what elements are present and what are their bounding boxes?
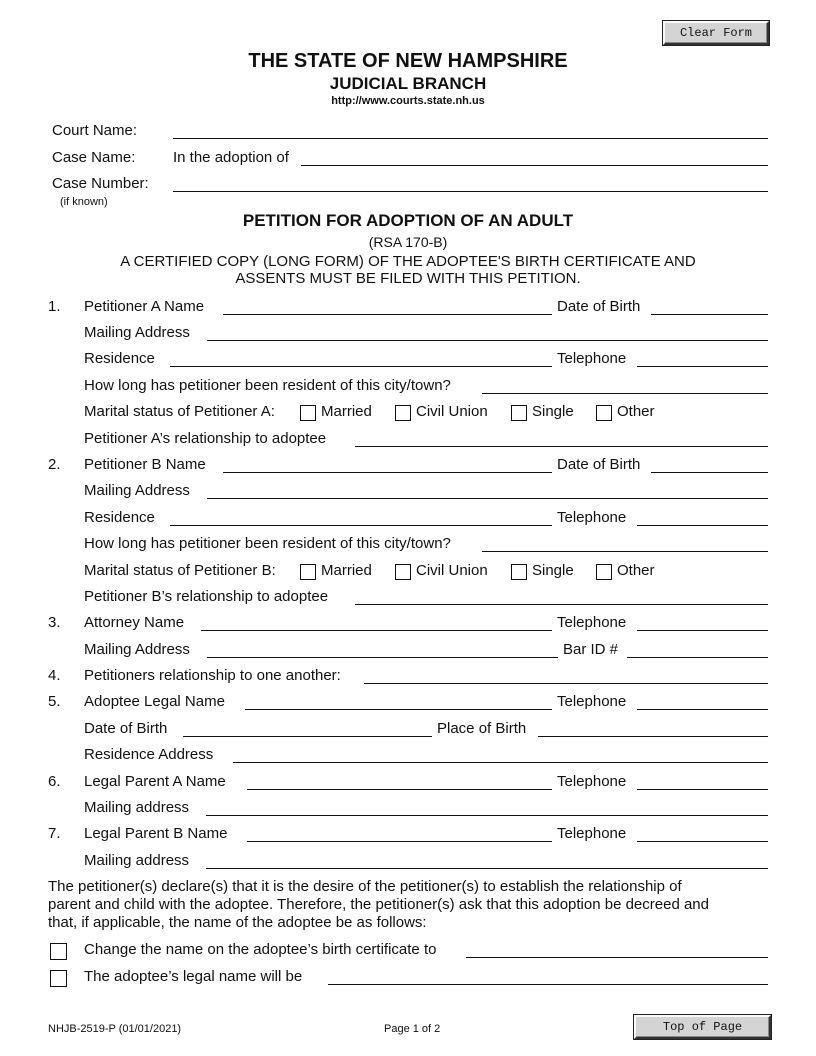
petitioner-b-name-field[interactable] — [223, 472, 552, 473]
petition-title: PETITION FOR ADOPTION OF AN ADULT — [242, 211, 574, 230]
adoptee-name-field[interactable] — [245, 709, 552, 710]
case-number-label: Case Number: — [52, 175, 149, 192]
legal-name-field[interactable] — [328, 984, 768, 985]
petitioner-a-dob-field[interactable] — [651, 314, 768, 315]
petitioner-b-relationship-label: Petitioner B’s relationship to adoptee — [84, 588, 329, 605]
case-name-prefix: In the adoption of — [173, 149, 289, 166]
petitioner-a-relationship-label: Petitioner A’s relationship to adoptee — [84, 430, 327, 447]
marital-b-married-label: Married — [321, 562, 372, 579]
marital-b-civil-union-label: Civil Union — [416, 562, 488, 579]
petitioner-a-relationship-field[interactable] — [355, 446, 768, 447]
adoptee-telephone-field[interactable] — [637, 709, 768, 710]
adoptee-birthplace-label: Place of Birth — [437, 720, 527, 737]
petitioner-b-dob-label: Date of Birth — [557, 456, 641, 473]
case-number-field[interactable] — [173, 191, 768, 192]
petitioner-a-residence-field[interactable] — [170, 366, 552, 367]
marital-status-b-label: Marital status of Petitioner B: — [84, 562, 276, 579]
marital-a-other-checkbox[interactable] — [596, 405, 612, 421]
legal-name-checkbox[interactable] — [50, 970, 67, 987]
declaration-line-1: The petitioner(s) declare(s) that it is the desire of the petitioner(s) to establish the relationship of — [48, 878, 682, 895]
petitioner-a-mailing-label: Mailing Address — [84, 324, 190, 341]
change-name-label: Change the name on the adoptee’s birth certificate to — [84, 941, 437, 958]
petitioner-a-residence-label: Residence — [84, 350, 155, 367]
attorney-mailing-field[interactable] — [207, 657, 558, 658]
petitioner-a-mailing-field[interactable] — [207, 340, 768, 341]
state-heading: THE STATE OF NEW HAMPSHIRE — [248, 50, 568, 72]
branch-heading: JUDICIAL BRANCH — [329, 74, 487, 93]
parent-b-name-field[interactable] — [247, 841, 552, 842]
attorney-telephone-field[interactable] — [637, 630, 768, 631]
parent-a-mailing-label: Mailing address — [84, 799, 190, 816]
marital-a-civil-union-label: Civil Union — [416, 403, 488, 420]
petitioner-a-name-label: Petitioner A Name — [84, 298, 205, 315]
marital-b-married-checkbox[interactable] — [300, 564, 316, 580]
petitioner-a-name-field[interactable] — [223, 314, 552, 315]
attorney-mailing-label: Mailing Address — [84, 641, 190, 658]
petitioner-b-name-label: Petitioner B Name — [84, 456, 206, 473]
marital-b-civil-union-checkbox[interactable] — [395, 564, 411, 580]
rsa-reference: (RSA 170-B) — [368, 234, 448, 250]
parent-b-name-label: Legal Parent B Name — [84, 825, 228, 842]
petitioner-a-residency-field[interactable] — [482, 393, 768, 394]
petitioner-a-dob-label: Date of Birth — [557, 298, 641, 315]
filing-note-line2: ASSENTS MUST BE FILED WITH THIS PETITION. — [235, 270, 581, 287]
adoptee-dob-label: Date of Birth — [84, 720, 168, 737]
marital-status-a-label: Marital status of Petitioner A: — [84, 403, 275, 420]
parent-b-telephone-field[interactable] — [637, 841, 768, 842]
marital-a-civil-union-checkbox[interactable] — [395, 405, 411, 421]
adoptee-residence-field[interactable] — [233, 762, 768, 763]
petitioner-b-residence-field[interactable] — [170, 525, 552, 526]
court-name-label: Court Name: — [52, 122, 138, 139]
petitioner-b-telephone-field[interactable] — [637, 525, 768, 526]
marital-a-married-checkbox[interactable] — [300, 405, 316, 421]
marital-b-other-checkbox[interactable] — [596, 564, 612, 580]
item-number-2: 2. — [48, 456, 61, 473]
parent-b-mailing-label: Mailing address — [84, 852, 190, 869]
item-number-6: 6. — [48, 773, 61, 790]
item-number-7: 7. — [48, 825, 61, 842]
adoptee-dob-field[interactable] — [183, 736, 432, 737]
declaration-line-3: that, if applicable, the name of the adoptee be as follows: — [48, 914, 427, 931]
petitioner-b-mailing-label: Mailing Address — [84, 482, 190, 499]
case-name-field[interactable] — [301, 165, 768, 166]
marital-a-married-label: Married — [321, 403, 372, 420]
adoptee-name-label: Adoptee Legal Name — [84, 693, 225, 710]
item-number-1: 1. — [48, 298, 61, 315]
petitioners-relationship-field[interactable] — [364, 683, 768, 684]
parent-a-telephone-field[interactable] — [637, 789, 768, 790]
top-of-page-button[interactable]: Top of Page — [634, 1015, 771, 1039]
adoptee-residence-label: Residence Address — [84, 746, 214, 763]
attorney-telephone-label: Telephone — [557, 614, 627, 631]
court-name-field[interactable] — [173, 138, 768, 139]
petitioner-b-dob-field[interactable] — [651, 472, 768, 473]
petitioner-a-telephone-field[interactable] — [637, 366, 768, 367]
parent-a-name-label: Legal Parent A Name — [84, 773, 226, 790]
petitioner-b-relationship-field[interactable] — [355, 604, 768, 605]
petitioner-b-telephone-label: Telephone — [557, 509, 627, 526]
form-id: NHJB-2519-P (01/01/2021) — [48, 1023, 182, 1035]
attorney-name-label: Attorney Name — [84, 614, 185, 631]
marital-b-other-label: Other — [617, 562, 655, 579]
attorney-name-field[interactable] — [201, 630, 552, 631]
marital-b-single-checkbox[interactable] — [511, 564, 527, 580]
petitioner-b-residency-label: How long has petitioner been resident of this city/town? — [84, 535, 451, 552]
parent-b-telephone-label: Telephone — [557, 825, 627, 842]
petitioner-b-residency-field[interactable] — [482, 551, 768, 552]
petitioner-a-telephone-label: Telephone — [557, 350, 627, 367]
marital-b-single-label: Single — [532, 562, 574, 579]
petitioner-b-mailing-field[interactable] — [207, 498, 768, 499]
item-number-5: 5. — [48, 693, 61, 710]
marital-a-single-checkbox[interactable] — [511, 405, 527, 421]
petitioner-a-residency-label: How long has petitioner been resident of this city/town? — [84, 377, 451, 394]
marital-a-single-label: Single — [532, 403, 574, 420]
petitioner-b-residence-label: Residence — [84, 509, 155, 526]
parent-a-mailing-field[interactable] — [206, 815, 768, 816]
item-number-4: 4. — [48, 667, 61, 684]
case-name-label: Case Name: — [52, 149, 136, 166]
bar-id-label: Bar ID # — [563, 641, 619, 658]
parent-b-mailing-field[interactable] — [206, 868, 768, 869]
clear-form-button[interactable]: Clear Form — [663, 21, 769, 45]
adoptee-telephone-label: Telephone — [557, 693, 627, 710]
court-url: http://www.courts.state.nh.us — [331, 95, 485, 107]
petitioners-relationship-label: Petitioners relationship to one another: — [84, 667, 341, 684]
parent-a-telephone-label: Telephone — [557, 773, 627, 790]
bar-id-field[interactable] — [627, 657, 768, 658]
if-known-note: (if known) — [60, 196, 108, 208]
legal-name-label: The adoptee’s legal name will be — [84, 968, 303, 985]
item-number-3: 3. — [48, 614, 61, 631]
change-name-checkbox[interactable] — [50, 943, 67, 960]
parent-a-name-field[interactable] — [247, 789, 552, 790]
adoptee-birthplace-field[interactable] — [538, 736, 768, 737]
marital-a-other-label: Other — [617, 403, 655, 420]
filing-note-line1: A CERTIFIED COPY (LONG FORM) OF THE ADOPTEE'S BIRTH CERTIFICATE AND — [120, 253, 696, 270]
page-number: Page 1 of 2 — [384, 1023, 441, 1035]
declaration-line-2: parent and child with the adoptee. Therefore, the petitioner(s) ask that this adoption be decreed and — [48, 896, 709, 913]
change-name-field[interactable] — [466, 957, 768, 958]
